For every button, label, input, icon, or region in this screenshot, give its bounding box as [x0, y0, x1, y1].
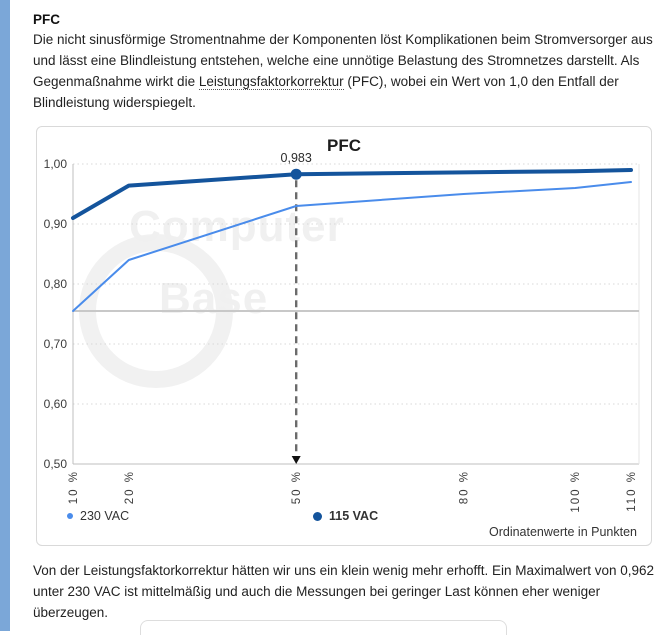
legend-dot: [313, 512, 322, 521]
watermark-text-line2: Base: [159, 274, 269, 323]
y-axis-tick-label: 0,80: [43, 277, 67, 291]
legend-dot: [67, 513, 73, 519]
x-axis-tick-label: 110 %: [626, 470, 638, 512]
paragraph-text: Die nicht sinusförmige Stromentnahme der Komponenten löst Komplikationen beim Stromversorger aus und lässt eine Blindleistung entstehen, welche eine unnötige Belastung des Stromnetzes darstellt. Als Gegenmaßnahme wirkt die: [33, 32, 653, 89]
pfc-line-chart: [37, 127, 651, 545]
series-line-115-vac: [73, 170, 631, 218]
annotation-marker: [291, 169, 302, 180]
x-axis-tick-label: 10 %: [68, 470, 80, 505]
y-axis-tick-label: 0,90: [43, 217, 67, 231]
watermark-text-line1: Computer: [129, 202, 345, 251]
y-axis-tick-label: 0,70: [43, 337, 67, 351]
legend-item-115-vac[interactable]: [313, 509, 378, 523]
y-axis-tick-label: 1,00: [43, 157, 67, 171]
legend-item-230-vac[interactable]: [67, 509, 129, 523]
chart-footer-note: Ordinatenwerte in Punkten: [488, 525, 637, 539]
paragraph-text: (PFC), wobei ein Wert von 1,0 den Entfall der Blindleistung widerspiegelt.: [33, 74, 619, 110]
x-axis-tick-label: 80 %: [458, 470, 471, 505]
next-chart-card-edge: [140, 620, 507, 635]
pfc-chart-panel: [36, 126, 652, 546]
conclusion-paragraph: Von der Leistungsfaktorkorrektur hätten wir uns ein klein wenig mehr erhofft. Ein Maximalwert von 0,962 unter 230 VAC ist mittelmäßig und auch die Messungen bei geringer Last können eher weniger überzeugen.: [33, 563, 655, 620]
page-accent-stripe: [0, 0, 10, 631]
series-line-230-vac: [73, 182, 631, 311]
chart-title: PFC: [327, 136, 361, 155]
annotation-value-label: 0,983: [280, 151, 312, 165]
y-axis-tick-label: 0,60: [43, 397, 67, 411]
annotation-arrowhead: [292, 456, 301, 464]
legend-label: 115 VAC: [329, 509, 379, 523]
x-axis-tick-label: 20 %: [123, 470, 136, 505]
legend-label: 230 VAC: [80, 509, 130, 523]
article-content: [33, 0, 655, 623]
x-axis-tick-label: 50 %: [291, 470, 304, 505]
intro-paragraph: [33, 29, 655, 113]
glossary-link-leistungsfaktorkorrektur[interactable]: Leistungsfaktorkorrektur: [198, 74, 344, 89]
x-axis-tick-label: 100 %: [570, 470, 583, 513]
y-axis-tick-label: 0,50: [43, 457, 67, 471]
section-heading: PFC: [33, 12, 60, 27]
